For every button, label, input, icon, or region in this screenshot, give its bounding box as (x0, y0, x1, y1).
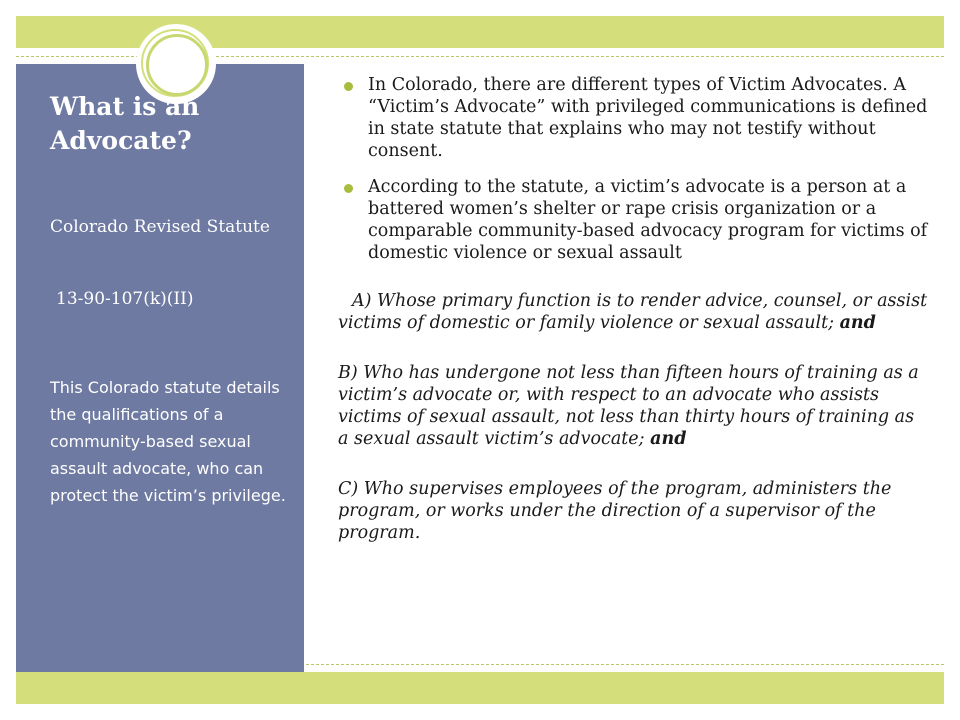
statute-number: 13-90-107(k)(II) (56, 289, 194, 309)
bullet-text: According to the statute, a victim’s advocate is a person at a battered women’s shelter or rape crisis organization or a comparable community-based advocacy program for victims of domestic violence or sexual assault (368, 177, 928, 263)
clause-a (330, 290, 930, 334)
sidebar-description: This Colorado statute details the qualifications of a community-based sexual assault advocate, who can protect the victim’s privilege. (50, 378, 286, 505)
clause-c-text: C) Who supervises employees of the program, administers the program, or works under the direction of a supervisor of the program. (338, 479, 892, 543)
bullet-text: In Colorado, there are different types of Victim Advocates. A “Victim’s Advocate” with privileged communications is defined in state statute that explains who may not testify without consent. (368, 75, 928, 161)
clause-a-text: A) Whose primary function is to render advice, counsel, or assist victims of domestic or family violence or sexual assault; (338, 291, 928, 333)
clause-a-emphasis: and (839, 313, 876, 333)
sidebar-title: What is an Advocate? (50, 92, 200, 155)
clause-c (330, 478, 930, 544)
main-content (330, 74, 930, 544)
bullet-item (330, 74, 930, 162)
bullet-dot-icon (344, 184, 353, 193)
decorative-circle-center (146, 34, 208, 96)
bullet-dot-icon (344, 82, 353, 91)
bullet-item (330, 176, 930, 264)
clause-b-emphasis: and (650, 429, 687, 449)
clause-b (330, 362, 930, 450)
bottom-accent-band (16, 672, 944, 704)
clause-b-text: B) Who has undergone not less than fifteen hours of training as a victim’s advocate or, with respect to an advocate who assists victims of sexual assault, not less than thirty hours of training as a sexual assault victim’s advocate; (338, 363, 919, 449)
sidebar-subtitle: Colorado Revised Statute (50, 217, 270, 237)
